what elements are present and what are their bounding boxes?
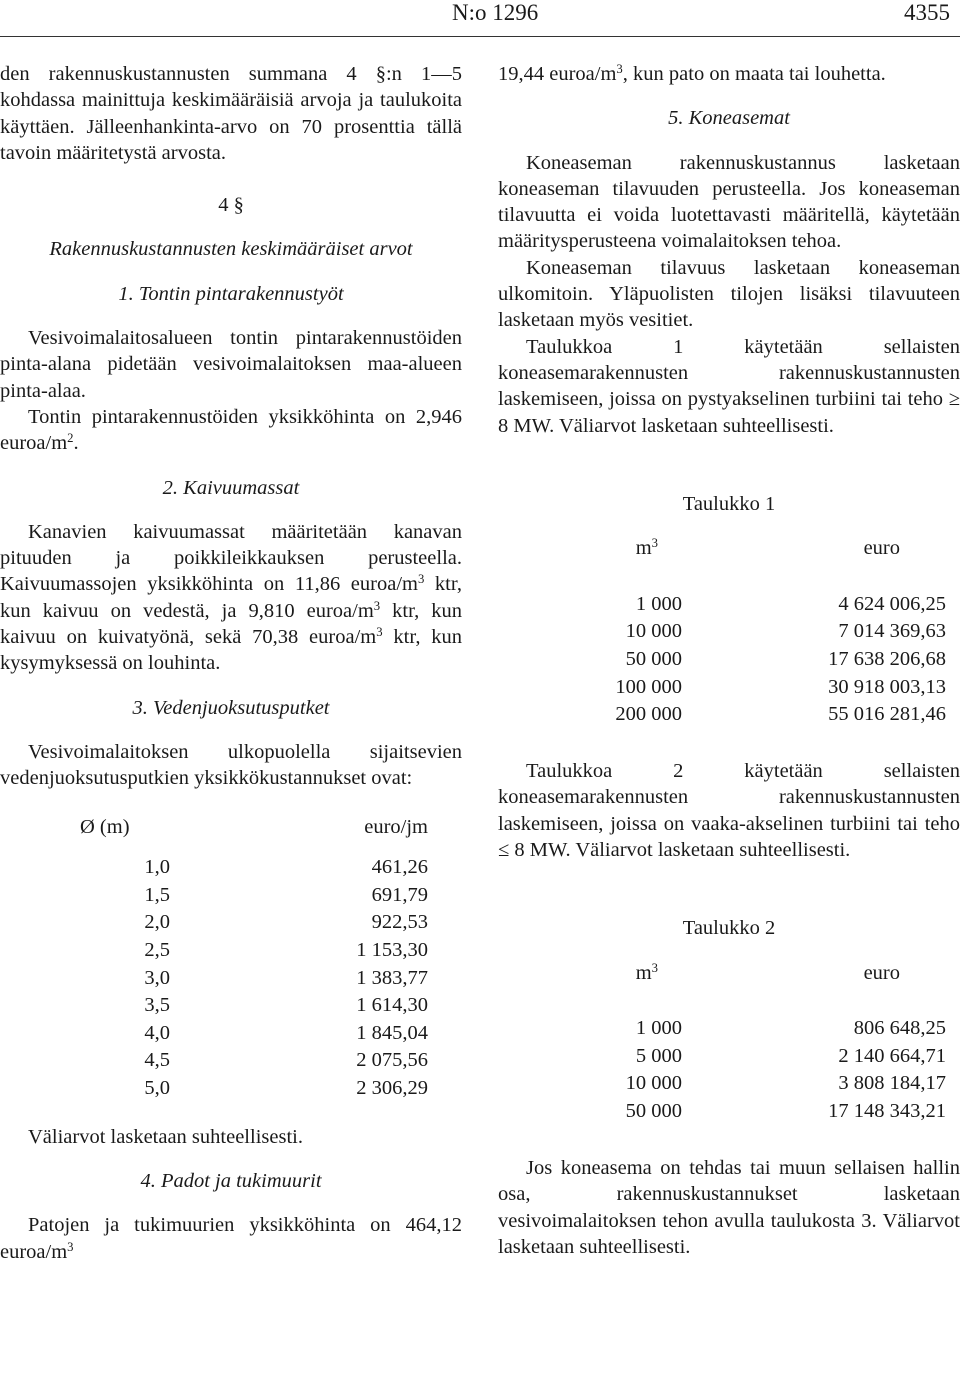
section-title: Rakennuskustannusten keskimääräiset arvot: [49, 238, 413, 261]
heading-kaivuumassat: 2. Kaivuumassat: [162, 476, 300, 499]
paragraph-koneaseman-rakennuskustannus: Koneaseman rakennuskustannus lasketaan koneaseman tilavuuden perusteella. Jos koneaseman tilavuutta ei voida luotettavasti määritellä, käytetään määritysperusteena voimalaitoksen tehoa.: [498, 151, 960, 253]
paragraph-yksikkohinta: Tontin pintarakennustöiden yksikköhinta on 2,946 euroa/$m^2$.: [0, 405, 462, 455]
heading-padot-ja-tukimuurit: 4. Padot ja tukimuurit: [140, 1170, 322, 1193]
table-cell-key: 3,0: [144, 966, 170, 989]
page-number: 4355: [904, 0, 950, 25]
table-row: [0, 1047, 428, 1075]
table-cell-key: 10 000: [625, 620, 682, 643]
column-header-euro: euro: [863, 537, 900, 560]
heading-vedenjuoksutusputket: 3. Vedenjuoksutusputket: [132, 696, 330, 719]
table-cell-value: 3 808 184,17: [838, 1072, 946, 1095]
table-cell-value: 2 140 664,71: [838, 1044, 946, 1067]
table-cell-value: 922,53: [371, 911, 428, 934]
right-column: [498, 61, 960, 1260]
table-cell-key: 1,5: [144, 883, 170, 906]
table-header-row: [498, 960, 946, 1015]
table-row: [0, 992, 428, 1020]
table-header-row: [498, 535, 946, 590]
table-1-body: [498, 590, 946, 728]
column-header-euro: euro: [863, 961, 900, 984]
table-row: [0, 909, 428, 937]
table-cell-value: 1 153,30: [356, 938, 428, 961]
table-cell-value: 1 614,30: [356, 994, 428, 1017]
table-row: [498, 1042, 946, 1070]
paragraph-kaivuumassat: Kanavien kaivuumassat määritetään kanavan pituuden ja poikkileikkauksen perusteella. Kaivuumassojen yksikköhinta on 11,86 euroa/$m^3$ ktr, kun kaivuu on vedestä, ja 9,810 euroa/$m^3$ ktr, kun kaivuu on kuivatyönä, sekä 70,38 euroa/$m^3$ ktr, kun kysymyksessä on louhinta.: [0, 520, 463, 675]
table-row: [498, 590, 946, 618]
table-row: [498, 1097, 946, 1125]
statute-number: N:o 1296: [452, 0, 539, 25]
table-row: [498, 645, 946, 673]
table-cell-key: 1 000: [635, 1017, 682, 1040]
table-cell-key: 3,5: [144, 994, 170, 1017]
table-cell-key: 10 000: [625, 1072, 682, 1095]
table-cell-key: 4,5: [144, 1049, 170, 1072]
table-2-body: [498, 1015, 946, 1125]
paragraph-pinta-ala: Vesivoimalaitosalueen tontin pintarakennustöiden pinta-alana pidetään vesivoimalaitoksen maa-alueen pinta-alaa.: [0, 327, 462, 402]
table-2: [498, 960, 946, 1125]
intro-paragraph: den rakennuskustannusten summana 4 §:n 1—5 kohdassa mainittuja keskimääräisiä arvoja ja taulukoita käyttäen. Jälleenhankinta-arvo on 70 prosenttia tällä tavoin määritetystä arvosta.: [0, 63, 462, 164]
table-cell-value: 4 624 006,25: [838, 592, 946, 615]
table-header-row: [0, 814, 428, 854]
table-row: [0, 964, 428, 992]
table-cell-value: 461,26: [371, 856, 428, 879]
paragraph-taulukko-2-usage: Taulukkoa 2 käytetään sellaisten koneasemarakennusten rakennuskustannusten laskemiseen, joissa on vaaka-akselinen turbiini tai teho ≤ 8 MW. Väliarvot lasketaan suhteellisesti.: [498, 760, 960, 862]
table-cell-key: 2,5: [144, 938, 170, 961]
table-cell-key: 50 000: [625, 647, 682, 670]
pipe-table-body: [0, 854, 428, 1102]
heading-koneasemat: 5. Koneasemat: [668, 107, 790, 130]
table-cell-key: 5 000: [635, 1044, 682, 1067]
table-cell-value: 17 638 206,68: [828, 647, 946, 670]
header-rule: [0, 36, 960, 37]
table-cell-value: 2 075,56: [356, 1049, 428, 1072]
table-cell-value: 55 016 281,46: [828, 703, 946, 726]
table-cell-value: 806 648,25: [853, 1017, 946, 1040]
paragraph-vedenjuoksutusputket: Vesivoimalaitoksen ulkopuolella sijaitsevien vedenjuoksutusputkien yksikkökustannukset ovat:: [0, 740, 462, 790]
section-number: 4 §: [218, 194, 244, 217]
table-cell-key: 100 000: [615, 675, 682, 698]
table-row: [498, 1070, 946, 1098]
table-cell-key: 200 000: [615, 703, 682, 726]
table-row: [498, 618, 946, 646]
table-row: [498, 673, 946, 701]
column-header-m3: $m^3$: [635, 536, 658, 560]
table-row: [0, 881, 428, 909]
table-1-title: Taulukko 1: [682, 492, 776, 515]
table-row: [0, 1019, 428, 1047]
paragraph-valiarvot: Väliarvot lasketaan suhteellisesti.: [28, 1125, 303, 1148]
column-header-diameter: Ø (m): [80, 815, 130, 838]
table-cell-value: 17 148 343,21: [828, 1100, 946, 1123]
pipe-cost-table: [0, 814, 428, 1102]
table-row: [498, 701, 946, 729]
left-column: [0, 61, 462, 1265]
table-row: [498, 1015, 946, 1043]
heading-tontin-pintarakennustyot: 1. Tontin pintarakennustyöt: [118, 282, 344, 305]
table-cell-key: 1 000: [635, 592, 682, 615]
paragraph-padot-continued: 19,44 euroa/$m^3$, kun pato on maata tai louhetta.: [498, 62, 886, 85]
table-cell-key: 1,0: [144, 856, 170, 879]
table-row: [0, 854, 428, 882]
table-cell-value: 1 845,04: [356, 1021, 428, 1044]
table-cell-value: 2 306,29: [356, 1076, 428, 1099]
paragraph-taulukko-3-usage: Jos koneasema on tehdas tai muun sellaisen hallin osa, rakennuskustannukset lasketaan vesivoimalaitoksen tehon avulla taulukosta 3. Väliarvot lasketaan suhteellisesti.: [498, 1156, 960, 1258]
table-cell-key: 4,0: [144, 1021, 170, 1044]
table-cell-value: 691,79: [371, 883, 428, 906]
table-cell-key: 2,0: [144, 911, 170, 934]
table-cell-value: 30 918 003,13: [828, 675, 946, 698]
paragraph-padot: Patojen ja tukimuurien yksikköhinta on 464,12 euroa/$m^3$: [0, 1214, 462, 1263]
table-cell-value: 7 014 369,63: [838, 620, 946, 643]
table-row: [0, 936, 428, 964]
table-1: [498, 535, 946, 728]
table-cell-key: 50 000: [625, 1100, 682, 1123]
column-header-m3: $m^3$: [635, 960, 658, 984]
table-row: [0, 1074, 428, 1102]
column-header-euro-jm: euro/jm: [364, 815, 428, 838]
table-cell-key: 5,0: [144, 1076, 170, 1099]
paragraph-koneaseman-tilavuus: Koneaseman tilavuus lasketaan koneaseman ulkomitoin. Yläpuolisten tilojen lisäksi tilavuuteen lasketaan myös vesitiet.: [498, 256, 960, 332]
paragraph-taulukko-1-usage: Taulukkoa 1 käytetään sellaisten koneasemarakennusten rakennuskustannusten laskemiseen, joissa on pystyakselinen turbiini tai teho ≥ 8 MW. Väliarvot lasketaan suhteellisesti.: [498, 335, 960, 437]
table-2-title: Taulukko 2: [682, 917, 776, 940]
table-cell-value: 1 383,77: [356, 966, 428, 989]
